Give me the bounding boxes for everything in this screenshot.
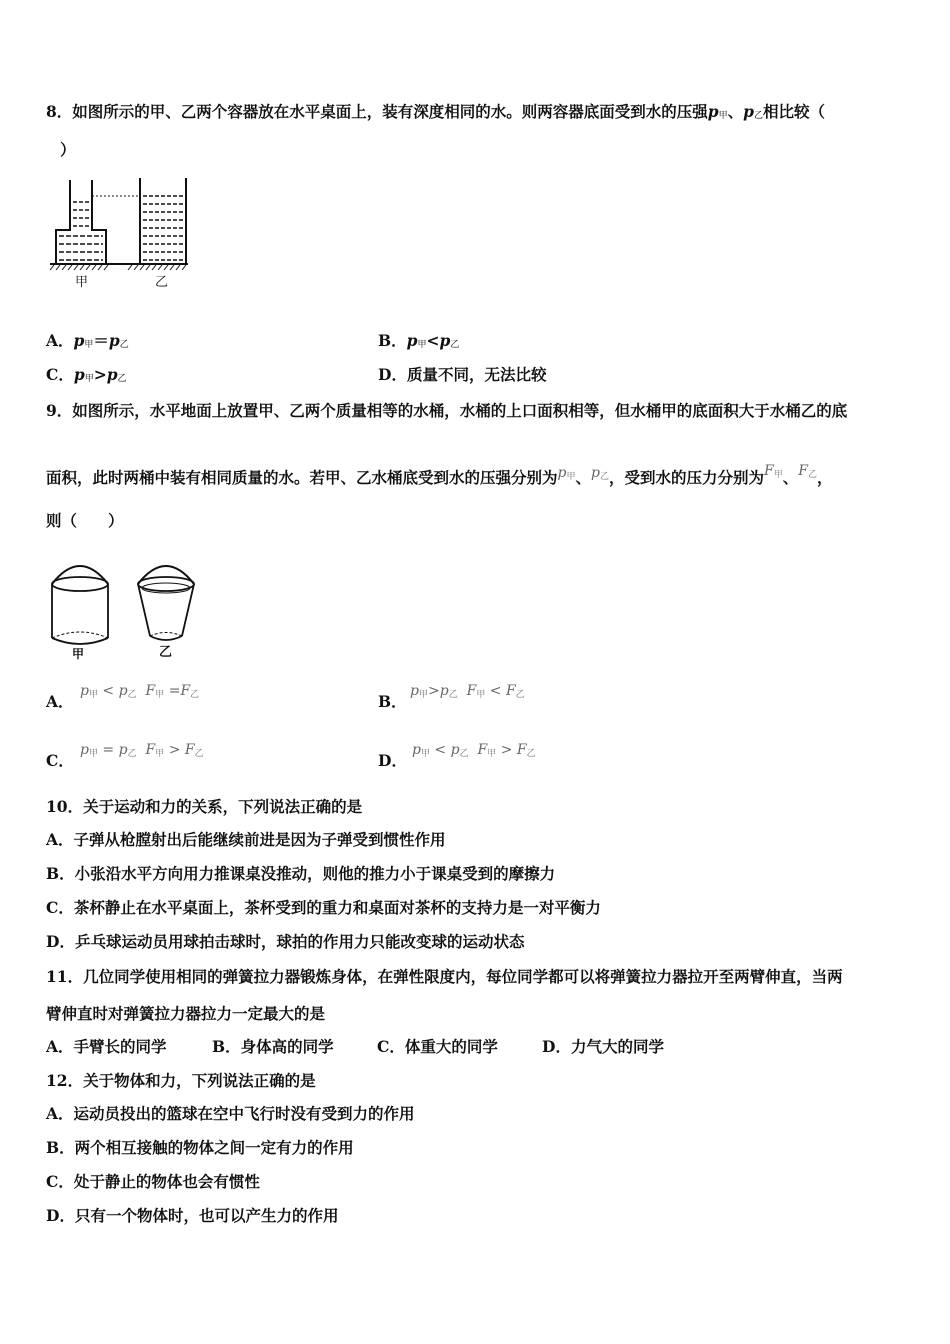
sub-yi: 乙: [448, 690, 458, 700]
q9-stem-line3: 则（ ）: [46, 511, 124, 530]
p-symbol: p: [80, 742, 89, 758]
relation: <: [426, 331, 440, 350]
q12-option-a[interactable]: A．运动员投出的篮球在空中飞行时没有受到力的作用: [46, 1104, 415, 1123]
q8-stem-line1: [46, 102, 825, 126]
sub-jia: 甲: [773, 470, 783, 480]
sub-jia: 甲: [155, 749, 165, 759]
sub-jia: 甲: [417, 340, 427, 350]
q9-stem-line1: 9．如图所示，水平地面上放置甲、乙两个质量相等的水桶，水桶的上口面积相等，但水桶甲的底面积大于水桶乙的底: [46, 401, 848, 420]
q8-option-b[interactable]: [378, 331, 459, 355]
relation: <: [485, 683, 506, 699]
p-symbol: p: [743, 102, 755, 121]
p-symbol: p: [439, 331, 451, 350]
F-symbol: F: [477, 742, 488, 758]
option-label: C．: [46, 365, 74, 384]
q11-option-b[interactable]: B．身体高的同学: [212, 1037, 334, 1056]
p-symbol: p: [410, 683, 419, 699]
F-symbol: F: [180, 683, 191, 699]
sub-jia: 甲: [84, 340, 94, 350]
sub-jia: 甲: [420, 749, 430, 759]
sub-yi: 乙: [459, 749, 469, 759]
relation: <: [429, 742, 451, 758]
p-symbol: p: [73, 331, 85, 350]
q9-option-d-formula: [412, 742, 536, 759]
q9-stem-text: ，: [817, 468, 833, 487]
q8-option-a[interactable]: [46, 331, 129, 355]
q10-option-a[interactable]: A．子弹从枪膛射出后能继续前进是因为子弹受到惯性作用: [46, 830, 446, 849]
F-symbol: F: [505, 683, 516, 699]
q8-stem-text: 8．如图所示的甲、乙两个容器放在水平桌面上，装有深度相同的水。则两容器底面受到水的压强: [46, 102, 708, 121]
q10-option-c[interactable]: C．茶杯静止在水平桌面上，茶杯受到的重力和桌面对茶杯的支持力是一对平衡力: [46, 898, 601, 917]
p-symbol: p: [406, 331, 418, 350]
sub-jia: 甲: [487, 749, 497, 759]
p-symbol: p: [412, 742, 421, 758]
p-symbol: p: [450, 742, 460, 758]
p-symbol: p: [439, 683, 449, 699]
sub-yi: 乙: [117, 374, 127, 384]
q9-option-d-label[interactable]: D．: [378, 751, 407, 770]
q8-containers-figure: [48, 172, 193, 292]
q8-option-c[interactable]: [46, 365, 127, 389]
F-symbol: F: [145, 683, 156, 699]
relation: >: [427, 683, 440, 699]
sub-yi: 乙: [754, 111, 764, 121]
F-symbol: F: [466, 683, 477, 699]
q11-option-a[interactable]: A．手臂长的同学: [46, 1037, 167, 1056]
sub-jia: 甲: [476, 690, 486, 700]
q9-option-b-label[interactable]: B．: [378, 692, 407, 711]
sub-jia: 甲: [84, 374, 94, 384]
option-label: A．: [46, 331, 74, 350]
q11-option-d[interactable]: D．力气大的同学: [542, 1037, 664, 1056]
p-symbol: p: [707, 102, 719, 121]
sub-yi: 乙: [450, 340, 460, 350]
q11-stem-line1: 11．几位同学使用相同的弹簧拉力器锻炼身体，在弹性限度内，每位同学都可以将弹簧拉力器拉开至两臂伸直，当两: [46, 967, 843, 986]
fig-label-jia: 甲: [72, 647, 85, 661]
relation: <: [97, 683, 119, 699]
p-symbol: p: [557, 465, 567, 481]
sub-yi: 乙: [127, 749, 137, 759]
F-symbol: F: [516, 742, 527, 758]
sub-jia: 甲: [88, 690, 98, 700]
q9-option-c-formula: [80, 742, 204, 759]
relation: >: [496, 742, 517, 758]
q9-stem-text: 面积，此时两桶中装有相同质量的水。若甲、乙水桶底受到水的压强分别为: [46, 468, 558, 487]
q9-stem-line2: [46, 461, 833, 488]
sub-yi: 乙: [127, 690, 137, 700]
relation: ＝: [93, 331, 109, 350]
p-symbol: p: [591, 465, 600, 481]
p-symbol: p: [73, 365, 85, 384]
q12-option-d[interactable]: D．只有一个物体时，也可以产生力的作用: [46, 1206, 339, 1225]
q11-stem-line2: 臂伸直时对弹簧拉力器拉力一定最大的是: [46, 1004, 326, 1023]
q11-option-c[interactable]: C．体重大的同学: [377, 1037, 498, 1056]
q10-stem: 10．关于运动和力的关系，下列说法正确的是: [46, 797, 363, 816]
p-symbol: p: [80, 683, 89, 699]
q9-buckets-figure: [44, 552, 214, 662]
q9-option-b-formula: [410, 683, 525, 700]
q10-option-d[interactable]: D．乒乓球运动员用球拍击球时，球拍的作用力只能改变球的运动状态: [46, 932, 525, 951]
fig-label-jia: 甲: [75, 275, 89, 290]
relation: =: [164, 683, 181, 699]
sub-yi: 乙: [119, 340, 129, 350]
sub-yi: 乙: [515, 690, 525, 700]
q8-stem-tail: 相比较（: [763, 102, 826, 121]
relation: >: [93, 365, 107, 384]
F-symbol: F: [764, 463, 774, 479]
q12-option-b[interactable]: B．两个相互接触的物体之间一定有力的作用: [46, 1138, 354, 1157]
option-label: B．: [378, 331, 407, 350]
p-symbol: p: [118, 742, 128, 758]
sub-yi: 乙: [190, 690, 200, 700]
relation: =: [97, 742, 119, 758]
sub-jia: 甲: [88, 749, 98, 759]
sub-yi: 乙: [599, 472, 609, 482]
sub-yi: 乙: [194, 749, 204, 759]
separator: 、: [727, 102, 744, 121]
p-symbol: p: [108, 331, 120, 350]
F-symbol: F: [184, 742, 195, 758]
q12-option-c[interactable]: C．处于静止的物体也会有惯性: [46, 1172, 260, 1191]
option-text: 质量不同，无法比较: [406, 365, 547, 384]
q9-option-a-label[interactable]: A．: [46, 692, 74, 711]
option-label: D．: [378, 365, 407, 384]
separator: 、: [782, 468, 799, 487]
fig-label-yi: 乙: [159, 645, 173, 660]
sub-jia: 甲: [155, 690, 165, 700]
F-symbol: F: [145, 742, 156, 758]
sub-yi: 乙: [807, 470, 817, 480]
sub-jia: 甲: [418, 690, 428, 700]
p-symbol: p: [106, 365, 118, 384]
q9-stem-text: ，受到水的压力分别为: [609, 468, 765, 487]
q12-stem: 12．关于物体和力，下列说法正确的是: [46, 1071, 316, 1090]
q8-stem-line2: ）: [60, 140, 76, 159]
F-symbol: F: [798, 463, 808, 479]
sub-jia: 甲: [718, 111, 728, 121]
fig-label-yi: 乙: [155, 275, 169, 290]
relation: >: [164, 742, 185, 758]
q9-option-c-label[interactable]: C．: [46, 751, 74, 770]
sub-yi: 乙: [526, 749, 536, 759]
sub-jia: 甲: [566, 472, 576, 482]
q9-option-a-formula: [80, 683, 199, 700]
q10-option-b[interactable]: B．小张沿水平方向用力推课桌没推动，则他的推力小于课桌受到的摩擦力: [46, 864, 556, 883]
separator: 、: [575, 468, 592, 487]
p-symbol: p: [118, 683, 128, 699]
q8-option-d[interactable]: [378, 365, 546, 385]
